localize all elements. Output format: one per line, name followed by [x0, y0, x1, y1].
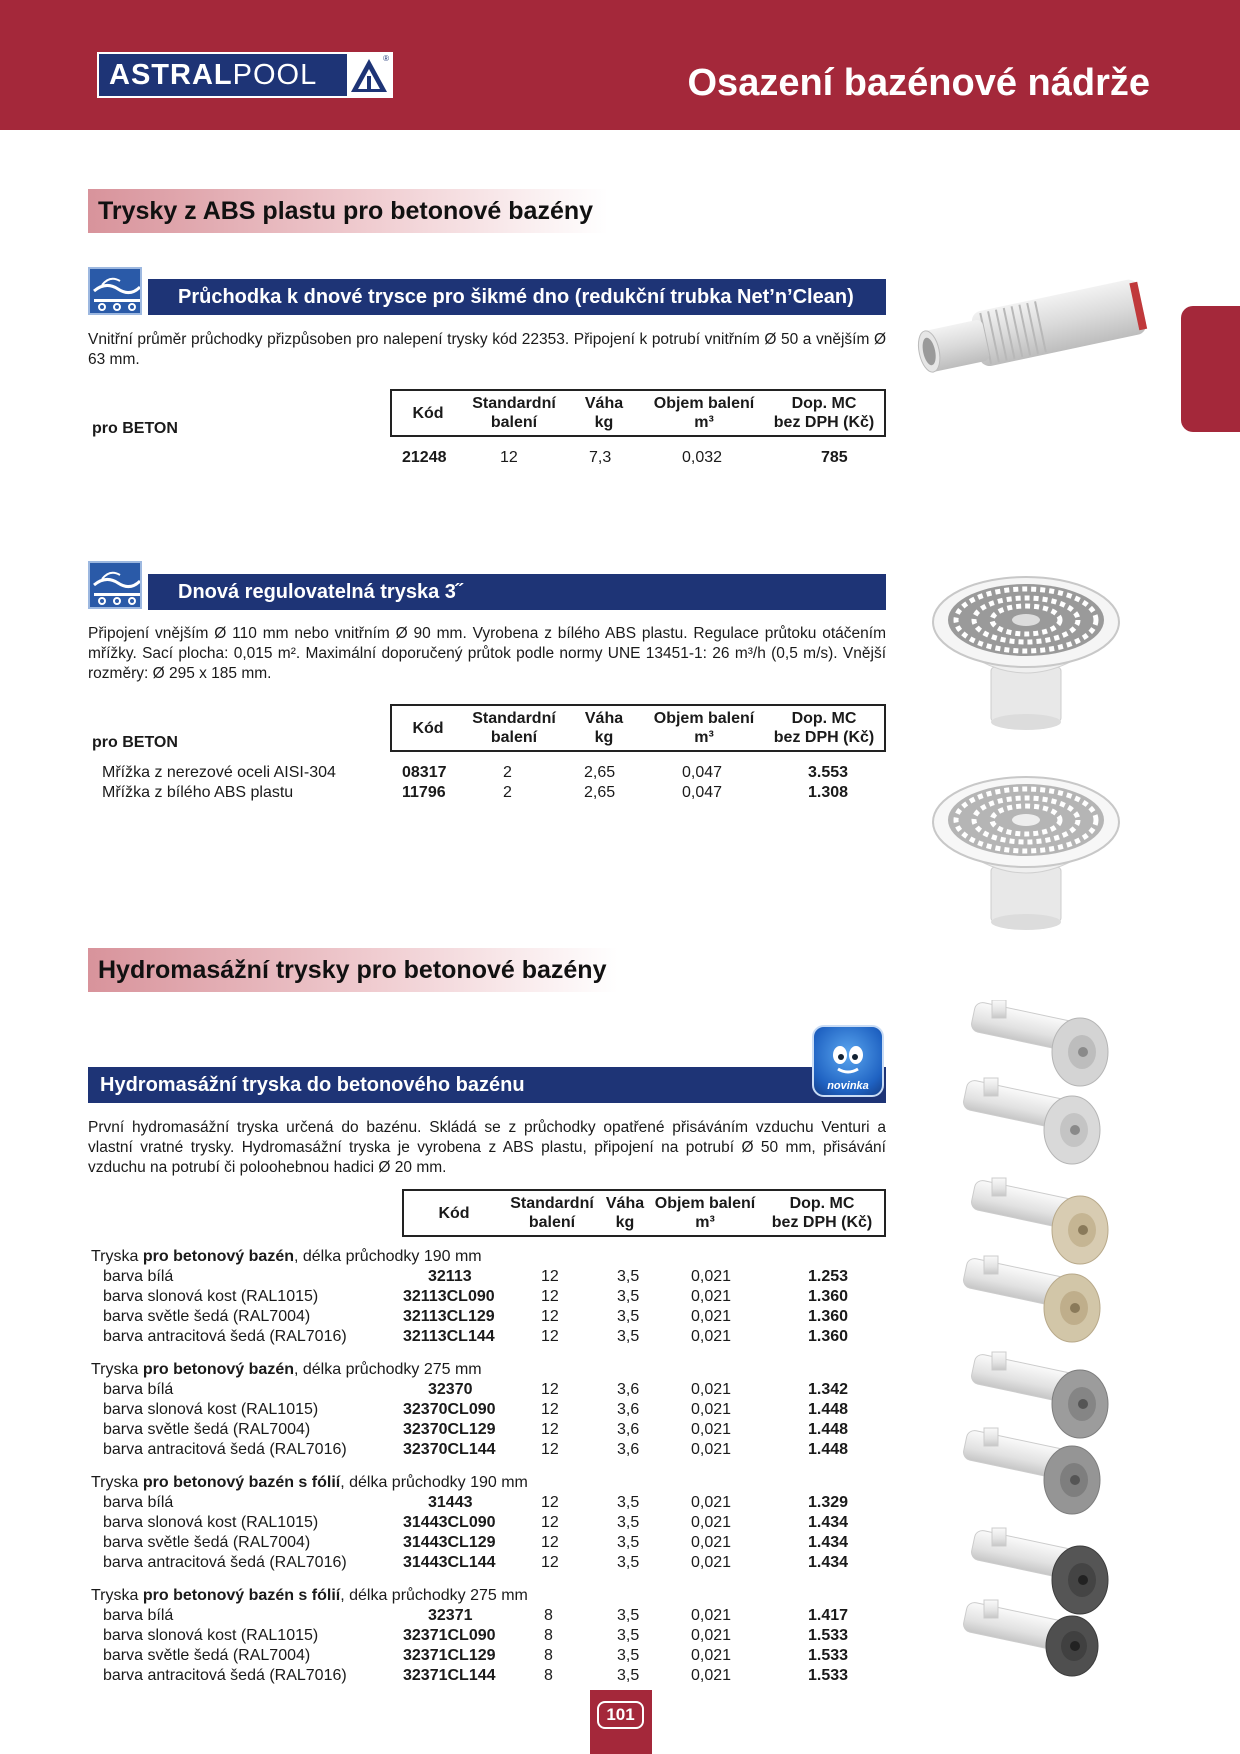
col-obj: Objem balení: [653, 395, 755, 412]
page-number: 101: [597, 1701, 644, 1729]
hydromassage-jets-photo: [950, 1000, 1130, 1680]
col-obj-2: m³: [694, 414, 714, 431]
table-row: barva bílá 31443 12 3,5 0,021 1.329: [103, 1494, 849, 1511]
row-price: 785: [821, 449, 848, 466]
chapter-tab[interactable]: [1181, 306, 1240, 432]
group-title: Tryska pro betonový bazén, délka průchodky 190 mm: [91, 1248, 482, 1265]
table-row: barva antracitová šedá (RAL7016) 31443CL144 12 3,5 0,021 1.434: [103, 1554, 849, 1571]
col-obj-2: m³: [694, 729, 714, 746]
col-vaha-2: kg: [594, 729, 614, 746]
product-title-bar: Průchodka k dnové trysce pro šikmé dno (redukční trubka Net’n’Clean): [148, 279, 886, 315]
table-row: barva antracitová šedá (RAL7016) 32113CL144 12 3,5 0,021 1.360: [103, 1328, 849, 1345]
col-price-2: bez DPH (Kč): [771, 1214, 873, 1231]
row-code: 08317: [402, 764, 447, 781]
novinka-badge-icon: [812, 1025, 884, 1097]
col-vaha-2: kg: [615, 1214, 635, 1231]
row-code: 21248: [402, 449, 447, 466]
row-name: Mřížka z bílého ABS plastu: [102, 784, 294, 801]
col-vaha-2: kg: [594, 414, 614, 431]
product-description: První hydromasážní tryska určená do bazénu. Skládá se z průchodky opatřené přisáváním vzduchu Venturi a vlastní vratné trysky. Hydromasážní tryska je vyrobena z ABS plastu, připojení na potrubí Ø 50 mm, přisávání vzduchu na potrubí či poloohebnou hadici Ø 20 mm.: [88, 1119, 886, 1176]
group-title: Tryska pro betonový bazén s fólií, délka průchodky 275 mm: [91, 1587, 528, 1604]
group-title: Tryska pro betonový bazén s fólií, délka průchodky 190 mm: [91, 1474, 528, 1491]
col-vaha: Váha: [584, 710, 624, 727]
table-header: [402, 1189, 886, 1237]
logo-thin-text: POOL: [232, 58, 318, 91]
product-title-bar: Dnová regulovatelná tryska 3˝: [148, 574, 886, 610]
col-price-2: bez DPH (Kč): [773, 414, 875, 431]
col-std: Standardní: [510, 1195, 594, 1212]
row-weight: 2,65: [584, 764, 616, 781]
col-obj: Objem balení: [654, 1195, 756, 1212]
logo-bold-text: ASTRAL: [109, 58, 233, 91]
table-row: barva slonová kost (RAL1015) 32371CL090 8 3,5 0,021 1.533: [103, 1627, 849, 1644]
row-volume: 0,047: [682, 764, 723, 781]
col-vaha: Váha: [584, 395, 624, 412]
col-price: Dop. MC: [789, 1195, 855, 1212]
table-row: barva slonová kost (RAL1015) 32370CL090 12 3,6 0,021 1.448: [103, 1401, 849, 1418]
row-code: 11796: [402, 784, 446, 801]
row-volume: 0,032: [682, 449, 723, 466]
section-title-hydromassage: Hydromasážní trysky pro betonové bazény: [88, 948, 618, 992]
floor-jet-steel-photo: [928, 572, 1124, 732]
col-std-2: balení: [490, 729, 538, 746]
category-label: pro BETON: [92, 734, 178, 751]
group-title: Tryska pro betonový bazén, délka průchodky 275 mm: [91, 1361, 482, 1378]
table-row: barva slonová kost (RAL1015) 32113CL090 12 3,5 0,021 1.360: [103, 1288, 849, 1305]
product-description: Připojení vnějším Ø 110 mm nebo vnitřním Ø 90 mm. Vyrobena z bílého ABS plastu. Regulace průtoku otáčením mřížky. Sací plocha: 0,015 m². Maximální doporučený průtok podle normy UNE 13451-1: 26 m³/h (0,5 m/s). Vnější rozměry: Ø 295 x 185 mm.: [88, 625, 886, 682]
table-row: barva světle šedá (RAL7004) 32371CL129 8 3,5 0,021 1.533: [103, 1647, 849, 1664]
col-std: Standardní: [472, 395, 556, 412]
row-name: Mřížka z nerezové oceli AISI-304: [102, 764, 336, 781]
row-volume: 0,047: [682, 784, 723, 801]
table-row: barva světle šedá (RAL7004) 32113CL129 12 3,5 0,021 1.360: [103, 1308, 849, 1325]
product-title-bar: Hydromasážní tryska do betonového bazénu: [88, 1067, 886, 1103]
table-row: [0, 784, 900, 804]
page-header: [0, 0, 1240, 130]
col-std-2: balení: [528, 1214, 576, 1231]
astralpool-mark-icon: ®: [347, 54, 391, 96]
row-std: 2: [503, 784, 512, 801]
col-price-2: bez DPH (Kč): [773, 729, 875, 746]
table-row: barva bílá 32113 12 3,5 0,021 1.253: [103, 1268, 849, 1285]
col-obj-2: m³: [695, 1214, 715, 1231]
table-row: barva bílá 32371 8 3,5 0,021 1.417: [103, 1607, 849, 1624]
product-description: Vnitřní průměr průchodky přizpůsoben pro nalepení trysky kód 22353. Připojení k potrubí vnitřním Ø 50 a vnějším Ø 63 mm.: [88, 331, 886, 368]
badge-label: novinka: [827, 1080, 869, 1092]
table-row: barva slonová kost (RAL1015) 31443CL090 12 3,5 0,021 1.434: [103, 1514, 849, 1531]
reduction-pipe-photo: [915, 270, 1155, 390]
col-std: Standardní: [472, 710, 556, 727]
table-header: [390, 704, 886, 752]
pool-concrete-icon: [88, 267, 142, 315]
row-price: 3.553: [808, 764, 849, 781]
row-std: 2: [503, 764, 512, 781]
col-std-2: balení: [490, 414, 538, 431]
col-kod: Kód: [412, 719, 444, 737]
table-row: [0, 449, 900, 469]
table-header: [390, 389, 886, 437]
table-row: barva bílá 32370 12 3,6 0,021 1.342: [103, 1381, 849, 1398]
row-price: 1.308: [808, 784, 849, 801]
table-row: [0, 764, 900, 784]
table-row: barva antracitová šedá (RAL7016) 32370CL144 12 3,6 0,021 1.448: [103, 1441, 849, 1458]
section-title-abs-jets: Trysky z ABS plastu pro betonové bazény: [88, 189, 608, 233]
col-kod: Kód: [412, 404, 444, 422]
col-obj: Objem balení: [653, 710, 755, 727]
col-kod: Kód: [438, 1204, 470, 1222]
pool-concrete-icon: [88, 561, 142, 609]
col-price: Dop. MC: [791, 395, 857, 412]
table-row: barva světle šedá (RAL7004) 32370CL129 12 3,6 0,021 1.448: [103, 1421, 849, 1438]
col-price: Dop. MC: [791, 710, 857, 727]
row-weight: 2,65: [584, 784, 616, 801]
category-label: pro BETON: [92, 420, 178, 437]
table-row: barva antracitová šedá (RAL7016) 32371CL144 8 3,5 0,021 1.533: [103, 1667, 849, 1684]
astralpool-logo[interactable]: [97, 52, 393, 98]
row-std: 12: [500, 449, 518, 466]
floor-jet-abs-photo: [928, 772, 1124, 932]
table-row: barva světle šedá (RAL7004) 31443CL129 12 3,5 0,021 1.434: [103, 1534, 849, 1551]
row-weight: 7,3: [589, 449, 612, 466]
col-vaha: Váha: [605, 1195, 645, 1212]
page-title: Osazení bazénové nádrže: [687, 62, 1150, 104]
